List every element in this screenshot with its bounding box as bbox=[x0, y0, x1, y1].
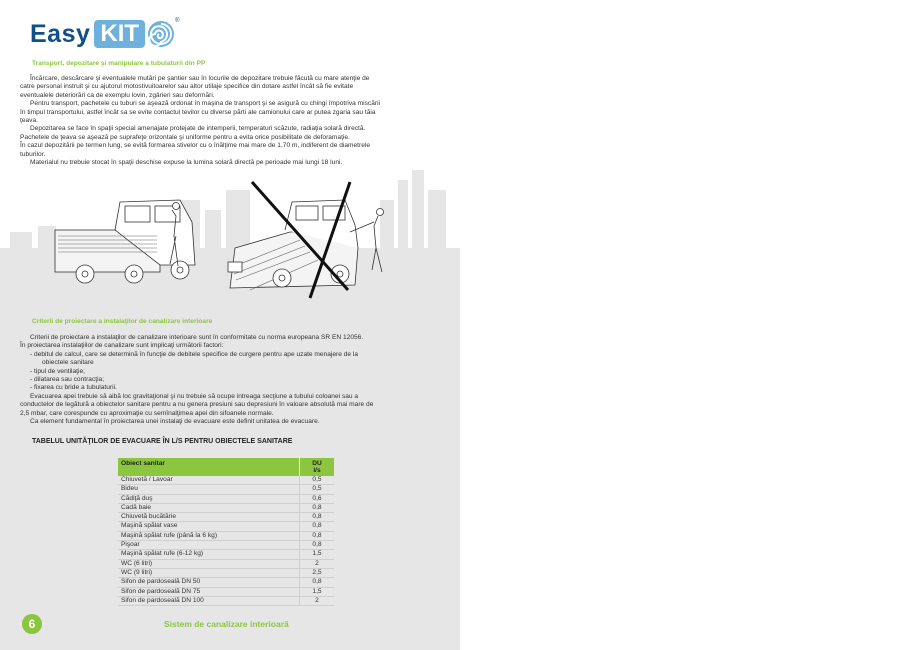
text-line: catre personal instruit şi cu ajutorul motostivuitoarelor sau altor utilaje specifice din dotare astfel încât să fie evitate bbox=[20, 83, 354, 91]
row-name: Bideu bbox=[118, 485, 300, 494]
section1-paragraphs bbox=[20, 75, 432, 167]
text-line: În cazul depozitării pe termen lung, se evită formarea stivelor cu o înălţime mai mare de 1,70 m, indiferent de diametrele bbox=[20, 142, 371, 150]
footer-title: Sistem de canalizare interioară bbox=[164, 619, 289, 629]
text-line: conductelor de legătură a obiectelor sanitare pentru a nu genera presiuni sau depresiuni în valoare absolută mai mare de bbox=[20, 401, 374, 409]
row-value: 2 bbox=[300, 596, 335, 605]
text-line: Pentru transport, pachetele cu tuburi se aşează ordonat în maşina de transport şi se asigură cu chingi împotriva miscării bbox=[30, 100, 381, 108]
row-name: Chiuvetă bucătărie bbox=[118, 513, 300, 522]
table-row bbox=[118, 503, 334, 512]
row-value: 1,5 bbox=[300, 587, 335, 596]
row-name: Cădiţă duş bbox=[118, 494, 300, 503]
row-name: Sifon de pardoseală DN 50 bbox=[118, 578, 300, 587]
logo-swirl-icon bbox=[147, 20, 175, 48]
table-row bbox=[118, 476, 334, 485]
section-title-transport: Transport, depozitare şi manipulare a tubulaturii din PP bbox=[32, 60, 206, 67]
table-row bbox=[118, 578, 334, 587]
text-line: ţeava. bbox=[20, 117, 38, 125]
row-value: 0,8 bbox=[300, 503, 335, 512]
table-row bbox=[118, 568, 334, 577]
text-line: obiectele sanitare bbox=[42, 359, 94, 367]
page-number-badge: 6 bbox=[22, 614, 42, 634]
text-line: în timpul transportului, astfel încât sa se evite contactul tevilor cu diverse părti ale camionului care ar putea zgaria sau tăia bbox=[20, 108, 376, 116]
text-line: - debitul de calcul, care se determină în funcţie de debitele specifice de curgere pentru ape uzate menajere de la bbox=[30, 350, 359, 358]
header-du bbox=[300, 458, 335, 476]
row-name: Chiuvetă / Lavoar bbox=[118, 476, 300, 485]
row-name: Maşină spălat rufe (6-12 kg) bbox=[118, 550, 300, 559]
text-line: 2,5 mbar, care corespunde cu aproximaţie cu semînalţimea apei din sifoanele normale. bbox=[20, 409, 274, 417]
table-row bbox=[118, 531, 334, 540]
text-line: - fixarea cu bride a tubulaturii. bbox=[30, 384, 117, 392]
row-name: Sifon de pardoseală DN 75 bbox=[118, 587, 300, 596]
transport-illustration bbox=[0, 170, 460, 320]
table-row bbox=[118, 485, 334, 494]
text-line: Criterii de proiectare a instalaţilor de canalizare interioare sunt în conformitate cu norma europeana SR EN 12056. bbox=[30, 334, 364, 341]
easykit-logo bbox=[30, 18, 179, 50]
row-value: 0,8 bbox=[300, 578, 335, 587]
row-value: 0,8 bbox=[300, 541, 335, 550]
du-table bbox=[118, 458, 334, 606]
row-name: WC (9 litri) bbox=[118, 568, 300, 577]
row-name: Maşină spălat rufe (până la 6 kg) bbox=[118, 531, 300, 540]
table-row bbox=[118, 587, 334, 596]
table-row bbox=[118, 494, 334, 503]
logo-registered-mark: ® bbox=[175, 18, 180, 24]
row-value: 0,8 bbox=[300, 513, 335, 522]
row-name: Maşină spălat vase bbox=[118, 522, 300, 531]
text-line: eventualele deteriorări ca de exemplu lovin, zgârieri sau deformări. bbox=[20, 91, 215, 99]
text-line: Materialul nu trebuie stocat în spaţii deschise expuse la lumina solară directă pe perioade mai lungi 18 luni. bbox=[30, 159, 343, 167]
header-obiect-sanitar: Obiect sanitar bbox=[118, 458, 300, 476]
row-value: 2,5 bbox=[300, 568, 335, 577]
row-value: 0,6 bbox=[300, 494, 335, 503]
section2-paragraphs bbox=[20, 334, 432, 426]
row-value: 1,5 bbox=[300, 550, 335, 559]
table-header-row bbox=[118, 458, 334, 476]
section-title-criterii: Criterii de proiectare a instalaţilor de canalizare interioare bbox=[32, 318, 213, 325]
text-line: Depozitarea se face în spaţii special amenajate protejate de intemperii, temperaturi scăzute, radiaţia solară directă. bbox=[30, 125, 366, 133]
row-value: 0,5 bbox=[300, 485, 335, 494]
table-row bbox=[118, 513, 334, 522]
row-name: Sifon de pardoseală DN 100 bbox=[118, 596, 300, 605]
row-name: WC (6 litri) bbox=[118, 559, 300, 568]
logo-kit-text: KIT bbox=[94, 20, 145, 48]
row-value: 0,8 bbox=[300, 522, 335, 531]
logo-easy-text: Easy bbox=[30, 19, 91, 48]
row-value: 0,5 bbox=[300, 476, 335, 485]
text-line: - tipul de ventilaţie; bbox=[30, 367, 85, 375]
table-row bbox=[118, 541, 334, 550]
table-row bbox=[118, 596, 334, 605]
row-name: Cadă baie bbox=[118, 503, 300, 512]
text-line: Încărcare, descărcare şi eventualele mutări pe şantier sau în locurile de depozitare trebuie făcută cu mare atenţie de bbox=[30, 75, 370, 82]
table-row bbox=[118, 522, 334, 531]
header-unit-label: l/s bbox=[313, 467, 321, 474]
text-line: Evacuarea apei trebuie să aibă loc gravitaţional şi nu trebuie să ocupe intreaga secţiune a tubului coloanei sau a bbox=[30, 392, 359, 400]
table-title: TABELUL UNITĂŢILOR DE EVACUARE ÎN L/S PENTRU OBIECTELE SANITARE bbox=[32, 438, 293, 445]
row-name: Pişoar bbox=[118, 541, 300, 550]
text-line: tuburilor. bbox=[20, 150, 46, 158]
header-du-label: DU bbox=[312, 460, 322, 467]
text-line: - dilatarea sau contracţia; bbox=[30, 376, 105, 384]
row-value: 0,8 bbox=[300, 531, 335, 540]
table-row bbox=[118, 550, 334, 559]
text-line: Pachetele de ţeava se aşează pe suprafeţe orizontale şi uniforme pentru a evita orice posibilitate de deforamaţie. bbox=[20, 133, 350, 141]
table-row bbox=[118, 559, 334, 568]
text-line: În proiectarea instalaţiilor de canalizare sunt implicaţi următorii factori: bbox=[20, 342, 224, 350]
row-value: 2 bbox=[300, 559, 335, 568]
correct-truck-drawing bbox=[55, 200, 195, 283]
text-line: Ca element fundamental în proiectarea unei instalaţi de evacuare este definit unitatea de evacuare. bbox=[30, 418, 320, 426]
